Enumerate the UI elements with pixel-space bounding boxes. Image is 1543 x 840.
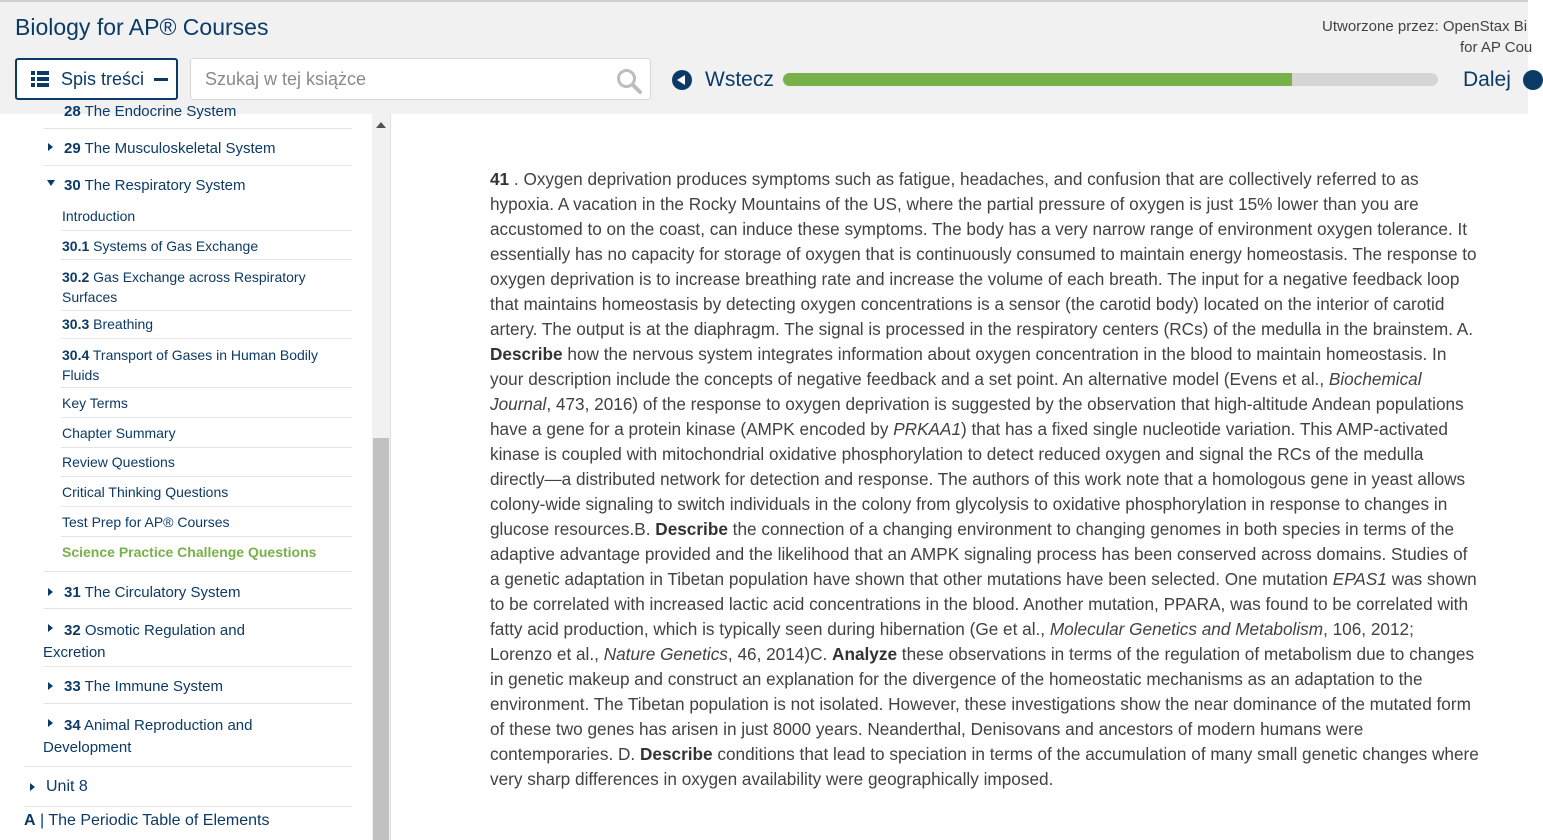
search-input[interactable] — [205, 59, 605, 99]
toc-chapter-34[interactable]: 34 Animal Reproduction and Development — [43, 717, 253, 756]
toc-section-30-3[interactable]: 30.3 Breathing — [62, 316, 154, 332]
toc-chapter-29[interactable]: 29 The Musculoskeletal System — [64, 140, 276, 157]
book-title[interactable]: Biology for AP® Courses — [15, 14, 269, 40]
toc-unit-8[interactable]: Unit 8 — [46, 778, 88, 795]
minus-icon — [154, 78, 168, 81]
divider — [43, 666, 352, 667]
created-by-line2: for AP Cou — [1460, 39, 1533, 56]
top-toolbar — [0, 0, 1533, 114]
list-icon — [31, 71, 49, 87]
divider — [61, 230, 352, 231]
divider — [61, 447, 352, 448]
toc-chapter-32[interactable]: 32 Osmotic Regulation and Excretion — [43, 622, 245, 661]
back-label: Wstecz — [705, 68, 774, 91]
toc-chapter-30[interactable]: 30 The Respiratory System — [64, 177, 246, 194]
created-by-text — [1322, 16, 1533, 58]
divider — [61, 338, 352, 339]
toc-appendix-a[interactable]: A | The Periodic Table of Elements — [24, 812, 270, 829]
divider — [43, 703, 352, 704]
chevron-right-icon[interactable] — [48, 143, 53, 151]
toc-item-review-questions[interactable]: Review Questions — [62, 454, 175, 470]
next-button[interactable] — [1463, 66, 1543, 94]
question-41: 41 . Oxygen deprivation produces symptoms such as fatigue, headaches, and confusion that are collectively referred to as hypoxia. A vacation in the Rocky Mountains of the US, where the partial pressure of oxygen is just 15% lower than you are accustomed to on the coast, can induce these symptoms. The body has a very narrow range of environment oxygen tolerance. It essentially has no capacity for storage of oxygen that is continuously consumed to maintain energy homeostasis. The response to oxygen deprivation is to increase breathing rate and increase the volume of each breath. The input for a negative feedback loop that maintains homeostasis by detecting oxygen concentrations is a sensor (the carotid body) located on the interior of carotid artery. The output is at the diaphragm. The signal is processed in the respiratory centers (RCs) of the medulla in the brainstem. A. Describe how the nervous system integrates information about oxygen concentration in the blood to maintain homeostasis. In your description include the concepts of negative feedback and a set point. An alternative model (Evens et al., Biochemical Journal, 473, 2016) of the response to oxygen deprivation is suggested by the observation that high-altitude Andean populations have a gene for a protein kinase (AMPK encoded by PRKAA1) that has a fixed single nucleotide variation. This AMP-activated kinase is coupled with mitochondrial oxidative phosphorylation to detect reduced oxygen and signal the RCs of the medulla directly—a distributed network for detection and response. The authors of this work note that a homologous gene in yeast allows colony-wide signaling to switch individuals in the colony from glycolysis to oxidative phosphorylation in response to changes in glucose resources.B. Describe the connection of a changing environment to changing genomes in both species in terms of the adaptive advantage provided and the likelihood that an AMPK signaling process has been conserved across domains. Studies of a genetic adaptation in Tibetan population have shown that other mutations have been selected. One mutation EPAS1 was shown to be correlated with increased lactic acid concentrations in the blood. Another mutation, PPARA, was found to be correlated with fatty acid production, which is typically seen during hibernation (Ge et al., Molecular Genetics and Metabolism, 106, 2012; Lorenzo et al., Nature Genetics, 46, 2014)C. Analyze these observations in terms of the regulation of metabolism due to changes in genetic makeup and construct an explanation for the divergence of the homeostatic mechanisms as an adaptation to the environment. The Tibetan population is not isolated. However, these investigations show the near dominance of the mutated form of these two genes has arisen in just 8000 years. Neanderthal, Denisovans and ancestors of modern humans were contemporaries. D. Describe conditions that lead to speciation in terms of the accumulation of many small genetic changes where very sharp differences in oxygen availability were geographically imposed. — [490, 169, 1479, 789]
divider — [61, 536, 352, 537]
chevron-right-icon[interactable] — [30, 783, 35, 791]
divider — [24, 766, 352, 767]
divider — [61, 476, 352, 477]
divider — [43, 165, 352, 166]
question-number: 41 — [490, 169, 510, 189]
reading-progress-bar — [783, 73, 1438, 86]
back-button[interactable] — [672, 66, 774, 94]
toc-item-introduction[interactable]: Introduction — [62, 208, 136, 224]
chevron-right-icon[interactable] — [48, 588, 53, 596]
toc-chapter-33[interactable]: 33 The Immune System — [64, 678, 223, 695]
toc-section-30-4[interactable]: 30.4 Transport of Gases in Human Bodily Fluids — [62, 347, 319, 383]
question-content — [490, 167, 1480, 792]
back-arrow-icon — [672, 70, 692, 90]
toc-button-label: Spis treści — [61, 69, 145, 89]
search-field[interactable] — [190, 58, 651, 100]
toc-section-30-2[interactable]: 30.2 Gas Exchange across Respiratory Surfaces — [62, 269, 306, 305]
toc-item-test-prep[interactable]: Test Prep for AP® Courses — [62, 514, 230, 530]
divider — [43, 128, 352, 129]
next-arrow-icon — [1523, 70, 1543, 90]
scroll-up-icon[interactable] — [376, 122, 386, 128]
divider — [24, 806, 352, 807]
next-label: Dalej — [1463, 68, 1511, 91]
toc-item-chapter-summary[interactable]: Chapter Summary — [62, 425, 176, 441]
divider — [61, 387, 352, 388]
table-of-contents — [0, 103, 372, 840]
reading-progress-fill — [783, 73, 1292, 86]
divider — [43, 571, 352, 572]
created-by-line1: Utworzone przez: OpenStax Bi — [1322, 18, 1528, 35]
divider — [61, 506, 352, 507]
toc-toggle-button[interactable] — [15, 58, 178, 100]
chevron-down-icon[interactable] — [47, 180, 55, 186]
toc-chapter-31[interactable]: 31 The Circulatory System — [64, 584, 241, 601]
divider — [61, 310, 352, 311]
toc-scrollbar[interactable] — [372, 114, 391, 840]
divider — [61, 259, 352, 260]
toc-item-critical-thinking[interactable]: Critical Thinking Questions — [62, 484, 229, 500]
divider — [61, 417, 352, 418]
toc-item-science-practice-challenge[interactable]: Science Practice Challenge Questions — [62, 544, 317, 560]
toc-item-key-terms[interactable]: Key Terms — [62, 395, 128, 411]
search-icon[interactable] — [616, 68, 642, 94]
toc-section-30-1[interactable]: 30.1 Systems of Gas Exchange — [62, 238, 259, 254]
scrollbar-thumb[interactable] — [373, 438, 389, 840]
divider — [43, 608, 352, 609]
toc-chapter-28[interactable]: 28 The Endocrine System — [64, 103, 237, 120]
chevron-right-icon[interactable] — [48, 682, 53, 690]
